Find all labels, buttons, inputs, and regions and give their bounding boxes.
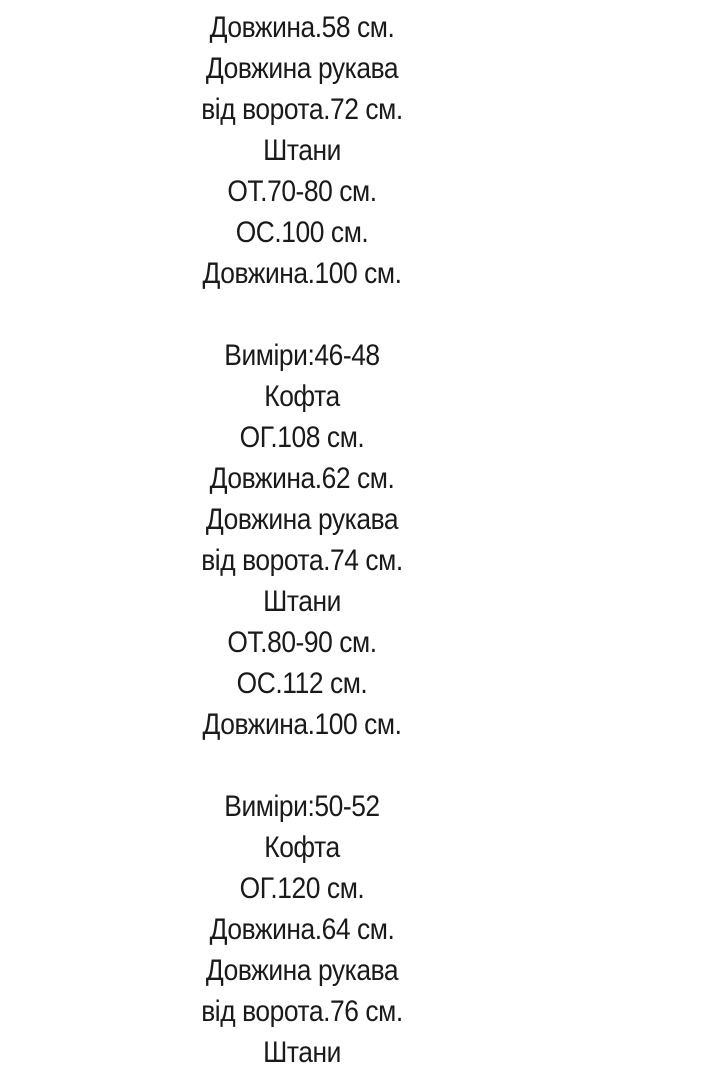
text-line: ОС.112 см.	[236, 667, 368, 700]
text-line: ОГ.108 см.	[239, 421, 365, 454]
garment-heading: Штани	[263, 1036, 341, 1069]
text-line: від ворота.72 см.	[201, 93, 403, 126]
text-line: Довжина рукава	[205, 954, 399, 987]
size-heading: Виміри:46-48	[224, 339, 380, 372]
text-line: Штани	[263, 134, 341, 167]
text-line: Довжина рукава	[205, 503, 399, 536]
text-line: Довжина.64 см.	[209, 913, 395, 946]
text-line: ОТ.80-90 см.	[227, 626, 377, 659]
garment-heading: Кофта	[264, 831, 340, 864]
text-line: ОТ.70-80 см.	[227, 175, 377, 208]
text-line: Довжина.100 см.	[202, 708, 402, 741]
text-line: ОС.100 см.	[235, 216, 369, 249]
text-line: Довжина.100 см.	[202, 257, 402, 290]
text-line: ОГ.120 см.	[239, 872, 365, 905]
text-line: від ворота.76 см.	[201, 995, 403, 1028]
text-line: від ворота.74 см.	[201, 544, 403, 577]
text-line: Довжина.58 см.	[209, 11, 395, 44]
size-heading: Виміри:50-52	[224, 790, 380, 823]
garment-heading: Кофта	[264, 380, 340, 413]
text-line: Довжина.62 см.	[209, 462, 395, 495]
garment-heading: Штани	[263, 585, 341, 618]
text-line: Довжина рукава	[205, 52, 399, 85]
